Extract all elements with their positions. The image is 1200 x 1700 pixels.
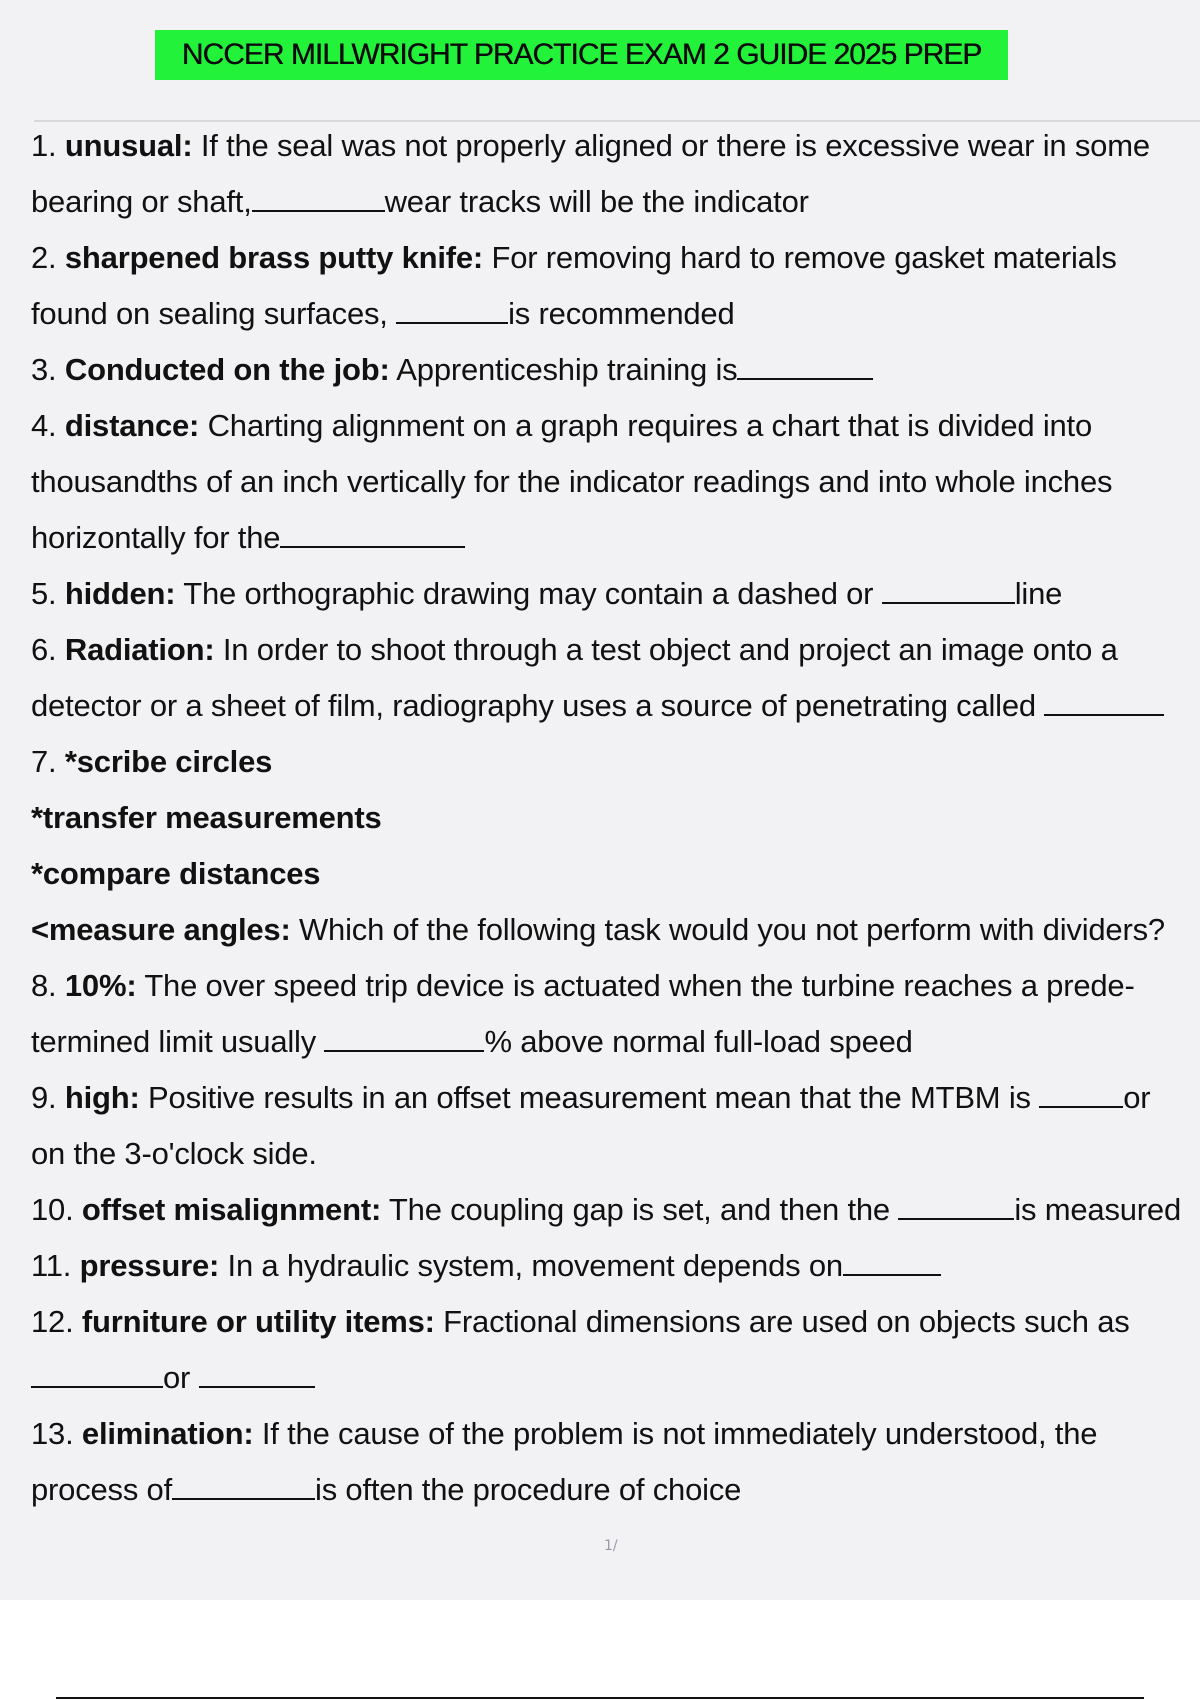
q8-number: 8. (31, 968, 57, 1003)
q1-answer: unusual: (64, 128, 193, 163)
q7-line-3 (31, 846, 1200, 902)
q1-line-1 (31, 118, 1200, 174)
q9-blank (1039, 1082, 1123, 1108)
q11-text: In a hydraulic system, movement depends on (219, 1248, 843, 1283)
q12-text: Fractional dimensions are used on objects such as (434, 1304, 1130, 1339)
q8-answer: 10%: (64, 968, 137, 1003)
q10-answer: offset misalignment: (81, 1192, 382, 1227)
q4-line-3 (31, 510, 1200, 566)
q6-text: In order to shoot through a test object and project an image onto a (214, 632, 1118, 667)
title-highlight (155, 30, 1008, 80)
q13-line-1 (31, 1406, 1200, 1462)
q5-line-1 (31, 566, 1200, 622)
q6-line-1 (31, 622, 1200, 678)
q7-option-3: *compare distances (31, 856, 321, 891)
q4-blank (280, 522, 465, 548)
q11-answer: pressure: (79, 1248, 220, 1283)
q4-text-3: horizontally for the (31, 520, 281, 555)
q12-line-1 (31, 1294, 1200, 1350)
q1-blank (252, 186, 385, 212)
q7-line-1 (31, 734, 1200, 790)
q13-blank (172, 1474, 315, 1500)
q9-answer: high: (64, 1080, 140, 1115)
q9-text-3: on the 3-o'clock side. (31, 1136, 317, 1171)
q5-blank (882, 578, 1015, 604)
q2-text-3: is recommended (508, 296, 735, 331)
q11-line-1 (31, 1238, 1200, 1294)
q13-text: If the cause of the problem is not immediately understood, the (253, 1416, 1098, 1451)
q5-answer: hidden: (64, 576, 176, 611)
q7-number: 7. (31, 744, 57, 779)
q12-blank-1 (31, 1362, 163, 1388)
q3-number: 3. (31, 352, 57, 387)
q5-text-2: line (1014, 576, 1063, 611)
q2-answer: sharpened brass putty knife: (64, 240, 484, 275)
q8-text-2: termined limit usually (31, 1024, 325, 1059)
q9-line-1 (31, 1070, 1200, 1126)
q1-text-3: wear tracks will be the indicator (384, 184, 809, 219)
q8-text: The over speed trip device is actuated when the turbine reaches a prede- (136, 968, 1135, 1003)
q9-text: Positive results in an offset measurement mean that the MTBM is (139, 1080, 1040, 1115)
q10-number: 10. (31, 1192, 74, 1227)
q9-text-2: or (1123, 1080, 1151, 1115)
q12-text-2: or (163, 1360, 199, 1395)
q8-blank (324, 1026, 484, 1052)
q1-text-2: bearing or shaft, (31, 184, 252, 219)
q6-answer: Radiation: (64, 632, 215, 667)
q3-line-1 (31, 342, 1200, 398)
q3-blank (737, 354, 873, 380)
q4-line-1 (31, 398, 1200, 454)
q10-blank (898, 1194, 1014, 1220)
q11-number: 11. (31, 1248, 72, 1283)
q13-number: 13. (31, 1416, 74, 1451)
q5-number: 5. (31, 576, 57, 611)
q13-text-2: process of (31, 1472, 173, 1507)
question-list (31, 118, 1200, 1518)
q4-line-2 (31, 454, 1200, 510)
q12-line-2 (31, 1350, 1200, 1406)
q4-answer: distance: (64, 408, 200, 443)
q13-answer: elimination: (81, 1416, 254, 1451)
q2-line-1 (31, 230, 1200, 286)
q9-line-2 (31, 1126, 1200, 1182)
q1-text: If the seal was not properly aligned or there is excessive wear in some (192, 128, 1150, 163)
q10-text: The coupling gap is set, and then the (381, 1192, 899, 1227)
q10-line-1 (31, 1182, 1200, 1238)
q7-option-2: *transfer measurements (31, 800, 382, 835)
q12-answer: furniture or utility items: (81, 1304, 435, 1339)
q3-answer: Conducted on the job: (64, 352, 390, 387)
q2-number: 2. (31, 240, 57, 275)
q4-text: Charting alignment on a graph requires a chart that is divided into (199, 408, 1093, 443)
q12-number: 12. (31, 1304, 74, 1339)
q8-text-3: % above normal full-load speed (484, 1024, 913, 1059)
q2-blank (396, 298, 508, 324)
q1-line-2 (31, 174, 1200, 230)
q7-answer: <measure angles: (31, 912, 291, 947)
q10-text-2: is measured (1014, 1192, 1182, 1227)
q6-number: 6. (31, 632, 57, 667)
q2-line-2 (31, 286, 1200, 342)
q6-blank (1044, 690, 1164, 716)
q9-number: 9. (31, 1080, 57, 1115)
next-page-rule (56, 1697, 1144, 1699)
q7-line-2 (31, 790, 1200, 846)
q7-line-4 (31, 902, 1200, 958)
q3-text: Apprenticeship training is (389, 352, 738, 387)
q8-line-1 (31, 958, 1200, 1014)
q1-number: 1. (31, 128, 57, 163)
q5-text: The orthographic drawing may contain a dashed or (175, 576, 882, 611)
q2-text-2: found on sealing surfaces, (31, 296, 397, 331)
page-number: 1/ (604, 1538, 618, 1554)
q4-text-2: thousandths of an inch vertically for the indicator readings and into whole inches (31, 464, 1113, 499)
q8-line-2 (31, 1014, 1200, 1070)
q13-line-2 (31, 1462, 1200, 1518)
q6-text-2: detector or a sheet of film, radiography uses a source of penetrating called (31, 688, 1045, 723)
page-title: NCCER MILLWRIGHT PRACTICE EXAM 2 GUIDE 2025 PREP (181, 38, 982, 71)
q2-text: For removing hard to remove gasket materials (483, 240, 1117, 275)
q12-blank-2 (199, 1362, 315, 1388)
q13-text-3: is often the procedure of choice (315, 1472, 742, 1507)
q6-line-2 (31, 678, 1200, 734)
q7-option-1: *scribe circles (64, 744, 273, 779)
q4-number: 4. (31, 408, 57, 443)
q11-blank (843, 1250, 941, 1276)
q7-text: Which of the following task would you not perform with dividers? (290, 912, 1165, 947)
